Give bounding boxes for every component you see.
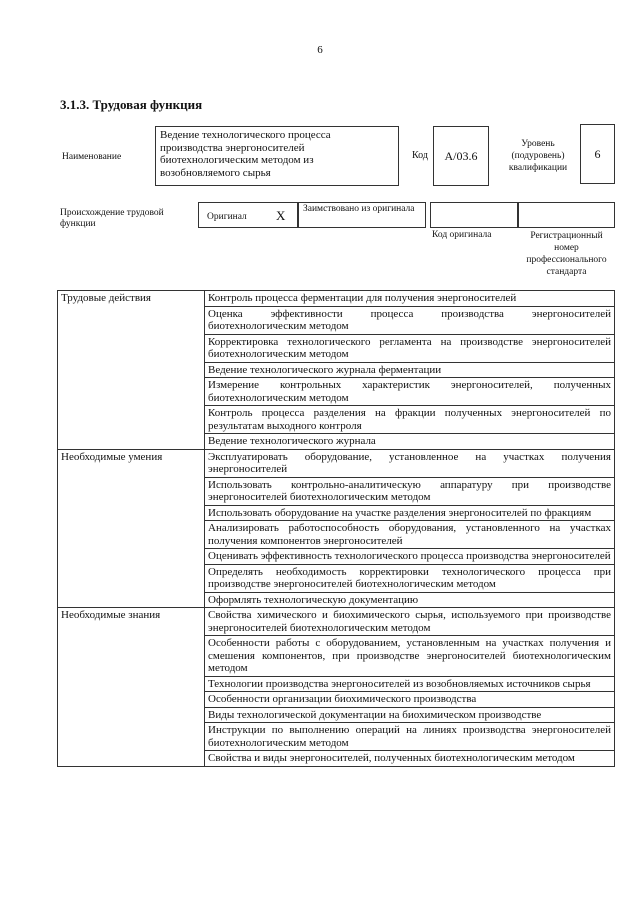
section-title-cell-empty	[58, 564, 205, 592]
section-title-cell-empty	[58, 306, 205, 334]
table-row	[58, 306, 615, 334]
item-cell: Использовать контрольно-аналитическую аппаратуру при производстве энергоносителей биотехнологическим методом	[205, 477, 615, 505]
page-number: 6	[317, 44, 323, 56]
item-cell: Особенности работы с оборудованием, установленным на участках получения и смешения компонентов, при производстве энергоносителей биотехнологическим методом	[205, 636, 615, 677]
section-title-cell-empty	[58, 549, 205, 565]
section-title-cell-empty	[58, 676, 205, 692]
item-cell: Оформлять технологическую документацию	[205, 592, 615, 608]
table-row	[58, 692, 615, 708]
function-table	[57, 290, 615, 767]
original-mark: X	[276, 208, 286, 223]
item-cell: Определять необходимость корректировки технологического процесса при производстве энергоносителей биотехнологическим методом	[205, 564, 615, 592]
item-cell: Оценивать эффективность технологического процесса производства энергоносителей	[205, 549, 615, 565]
reg-number-label: Регистрационный номер профессионального стандарта	[526, 231, 607, 277]
section-title-cell-empty	[58, 378, 205, 406]
code-value: A/03.6	[433, 126, 489, 186]
item-cell: Ведение технологического журнала ферментации	[205, 362, 615, 378]
code-label: Код	[412, 150, 428, 161]
section-title-cell-empty	[58, 707, 205, 723]
section-title-cell: Трудовые действия	[58, 291, 205, 307]
section-title-cell-empty	[58, 636, 205, 677]
qualification-level-value: 6	[580, 124, 615, 184]
table-row	[58, 636, 615, 677]
section-title-cell-empty	[58, 477, 205, 505]
item-cell: Особенности организации биохимического производства	[205, 692, 615, 708]
table-row	[58, 477, 615, 505]
origin-label: Происхождение трудовой функции	[60, 208, 164, 229]
borrowed-label: Заимствовано из оригинала	[298, 202, 426, 228]
item-cell: Измерение контрольных характеристик энергоносителей, полученных биотехнологическим методом	[205, 378, 615, 406]
table-row	[58, 434, 615, 450]
section-title-cell-empty	[58, 362, 205, 378]
section-title-cell-empty	[58, 334, 205, 362]
item-cell: Использовать оборудование на участке разделения энергоносителей по фракциям	[205, 505, 615, 521]
item-cell: Анализировать работоспособность оборудования, установленного на участках получения компонентов энергоносителей	[205, 521, 615, 549]
table-row	[58, 291, 615, 307]
section-title: 3.1.3. Трудовая функция	[60, 97, 203, 112]
section-title-cell: Необходимые умения	[58, 449, 205, 477]
item-cell: Оценка эффективности процесса производства энергоносителей биотехнологическим методом	[205, 306, 615, 334]
name-label: Наименование	[62, 152, 122, 162]
item-cell: Технологии производства энергоносителей из возобновляемых источников сырья	[205, 676, 615, 692]
section-title-cell-empty	[58, 505, 205, 521]
item-cell: Контроль процесса разделения на фракции полученных энергоносителей по результатам выходного контроля	[205, 406, 615, 434]
item-cell: Ведение технологического журнала	[205, 434, 615, 450]
table-row	[58, 406, 615, 434]
original-label: Оригинал	[207, 212, 247, 222]
section-title-cell-empty	[58, 751, 205, 767]
table-row	[58, 723, 615, 751]
item-cell: Свойства химического и биохимического сырья, используемого при производстве энергоносителей биотехнологическим методом	[205, 608, 615, 636]
table-row	[58, 549, 615, 565]
function-name-value: Ведение технологического процесса производства энергоносителей биотехнологическим методом из возобновляемого сырья	[155, 126, 399, 186]
item-cell: Эксплуатировать оборудование, установленное на участках получения энергоносителей	[205, 449, 615, 477]
item-cell: Инструкции по выполнению операций на линиях производства энергоносителей биотехнологическим методом	[205, 723, 615, 751]
table-row	[58, 378, 615, 406]
table-row	[58, 592, 615, 608]
table-row	[58, 505, 615, 521]
item-cell: Контроль процесса ферментации для получения энергоносителей	[205, 291, 615, 307]
table-row	[58, 449, 615, 477]
item-cell: Корректировка технологического регламента на производстве энергоносителей биотехнологическим методом	[205, 334, 615, 362]
code-original-cell	[430, 202, 518, 228]
qualification-level-label: Уровень (подуровень) квалификации	[508, 139, 568, 173]
table-row	[58, 707, 615, 723]
original-cell	[198, 202, 298, 228]
section-title-cell: Необходимые знания	[58, 608, 205, 636]
section-title-cell-empty	[58, 592, 205, 608]
code-original-label: Код оригинала	[432, 230, 492, 240]
table-row	[58, 608, 615, 636]
reg-number-cell	[518, 202, 615, 228]
section-title-cell-empty	[58, 521, 205, 549]
section-title-cell-empty	[58, 692, 205, 708]
section-title-cell-empty	[58, 723, 205, 751]
table-row	[58, 751, 615, 767]
item-cell: Виды технологической документации на биохимическом производстве	[205, 707, 615, 723]
table-row	[58, 564, 615, 592]
table-row	[58, 676, 615, 692]
table-row	[58, 362, 615, 378]
section-title-cell-empty	[58, 434, 205, 450]
section-title-cell-empty	[58, 406, 205, 434]
item-cell: Свойства и виды энергоносителей, полученных биотехнологическим методом	[205, 751, 615, 767]
table-row	[58, 521, 615, 549]
table-row	[58, 334, 615, 362]
